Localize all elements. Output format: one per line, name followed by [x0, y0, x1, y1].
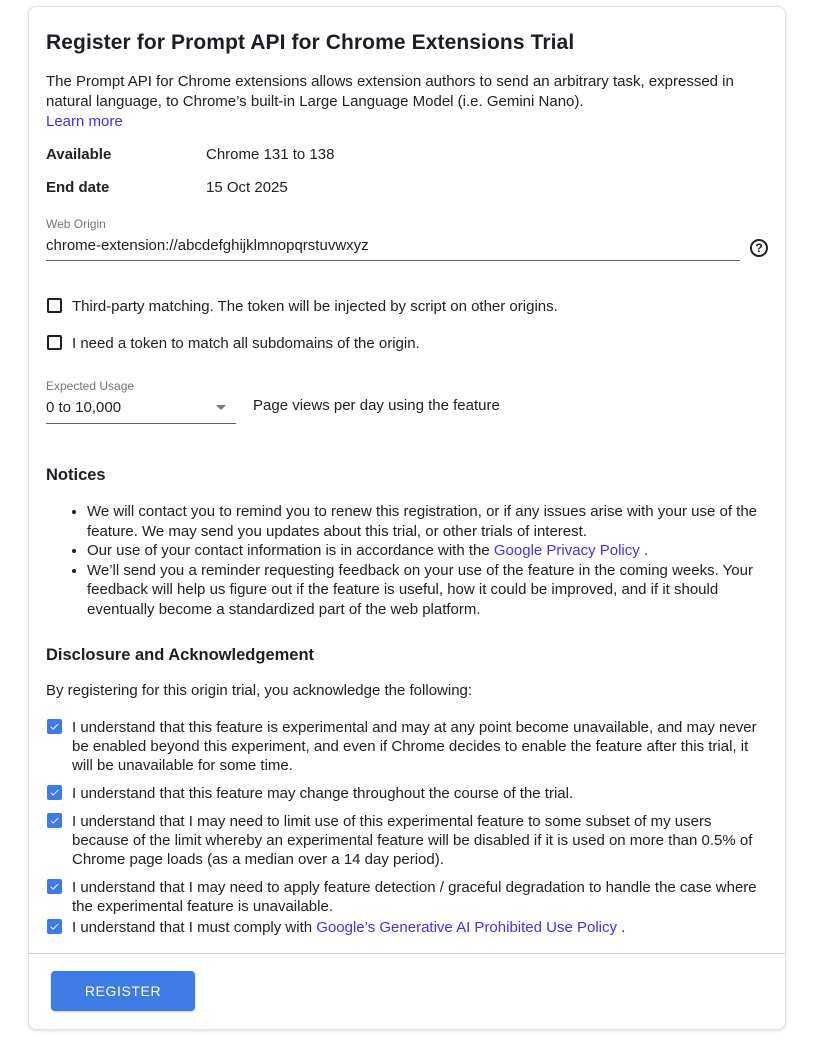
ack-change-row[interactable]	[46, 784, 768, 803]
notice-text-after: .	[639, 542, 649, 559]
notices-heading: Notices	[46, 466, 106, 484]
disclosure-intro: By registering for this origin trial, you acknowledge the following:	[46, 682, 473, 699]
web-origin-label: Web Origin	[46, 217, 106, 231]
ack-limit-row[interactable]	[46, 812, 768, 869]
ack-limit-checkbox[interactable]	[47, 813, 62, 828]
ack-policy-text: I understand that I must comply with	[72, 919, 317, 936]
dropdown-arrow-icon	[216, 405, 226, 410]
checkmark-icon	[49, 919, 60, 934]
expected-usage-select[interactable]	[46, 379, 236, 424]
expected-usage-label: Expected Usage	[46, 379, 135, 393]
ack-policy-row[interactable]	[46, 918, 768, 937]
help-icon[interactable]: ?	[750, 239, 768, 257]
notice-text: We will contact you to remind you to renew this registration, or if any issues arise with your use of the feature. We may send you updates about this trial, or other trials of interest.	[87, 503, 758, 540]
web-origin-input[interactable]: chrome-extension://abcdefghijklmnopqrstuvwxyz	[46, 235, 740, 261]
checkmark-icon	[49, 719, 60, 734]
trial-description: The Prompt API for Chrome extensions allows extension authors to send an arbitrary task, expressed in natural language, to Chrome’s built-in Large Language Model (i.e. Gemini Nano).	[46, 73, 734, 110]
available-label: Available	[46, 146, 112, 163]
notice-item	[87, 541, 768, 561]
notices-list	[69, 502, 768, 619]
disclosure-heading: Disclosure and Acknowledgement	[46, 646, 315, 664]
notice-item	[87, 502, 768, 541]
register-button[interactable]: REGISTER	[51, 971, 195, 1011]
ack-change-label: I understand that this feature may change throughout the course of the trial.	[72, 785, 574, 802]
ack-change-checkbox[interactable]	[47, 785, 62, 800]
web-origin-field	[46, 217, 768, 261]
subdomain-matching-checkbox[interactable]	[47, 335, 62, 350]
google-privacy-policy-link[interactable]: Google Privacy Policy	[493, 542, 640, 559]
end-date-row	[46, 179, 768, 196]
ack-limit-label: I understand that I may need to limit use of this experimental feature to some subset of my users because of the limit whereby an experimental feature will be disabled if it is used on more than 0.5% of Chrome page loads (as a median over a 14 day period).	[72, 813, 753, 868]
third-party-matching-row[interactable]	[46, 297, 768, 316]
end-date-value: 15 Oct 2025	[206, 179, 288, 196]
notice-text: Our use of your contact information is in accordance with the	[87, 542, 494, 559]
third-party-matching-checkbox[interactable]	[47, 298, 62, 313]
registration-card	[28, 6, 786, 1030]
checkmark-icon	[49, 813, 60, 828]
ack-experimental-label: I understand that this feature is experimental and may at any point become unavailable, and may never be enabled beyond this experiment, and even if Chrome decides to enable the feature after this trial, it will be unavailable for some time.	[72, 719, 757, 774]
ack-policy-label	[72, 918, 625, 937]
ack-feature-detection-checkbox[interactable]	[47, 879, 62, 894]
available-value: Chrome 131 to 138	[206, 146, 335, 163]
notice-text: We’ll send you a reminder requesting feedback on your use of the feature in the coming weeks. Your feedback will help us figure out if the feature is useful, how it could be improved, and if it should eventually become a standardized part of the web platform.	[87, 561, 753, 618]
ack-policy-checkbox[interactable]	[47, 919, 62, 934]
available-row	[46, 146, 768, 163]
ack-policy-after: .	[617, 919, 626, 936]
ack-feature-detection-label: I understand that I may need to apply feature detection / graceful degradation to handle the case where the experimental feature is unavailable.	[72, 879, 757, 915]
expected-usage-row	[46, 379, 768, 424]
subdomain-matching-row[interactable]	[46, 334, 768, 353]
checkmark-icon	[49, 879, 60, 894]
generative-ai-policy-link[interactable]: Google’s Generative AI Prohibited Use Policy	[316, 919, 617, 936]
notice-item	[87, 561, 768, 620]
expected-usage-hint: Page views per day using the feature	[253, 397, 500, 414]
token-options	[46, 297, 768, 353]
page-title: Register for Prompt API for Chrome Extensions Trial	[46, 31, 575, 54]
checkmark-icon	[49, 785, 60, 800]
subdomain-matching-label: I need a token to match all subdomains of the origin.	[72, 335, 420, 352]
end-date-label: End date	[46, 179, 110, 196]
expected-usage-value: 0 to 10,000	[46, 399, 122, 416]
ack-experimental-checkbox[interactable]	[47, 719, 62, 734]
third-party-matching-label: Third-party matching. The token will be injected by script on other origins.	[72, 298, 558, 315]
ack-feature-detection-row[interactable]	[46, 878, 768, 916]
ack-experimental-row[interactable]	[46, 718, 768, 775]
learn-more-link[interactable]: Learn more	[46, 113, 123, 130]
form-footer	[29, 953, 785, 1029]
